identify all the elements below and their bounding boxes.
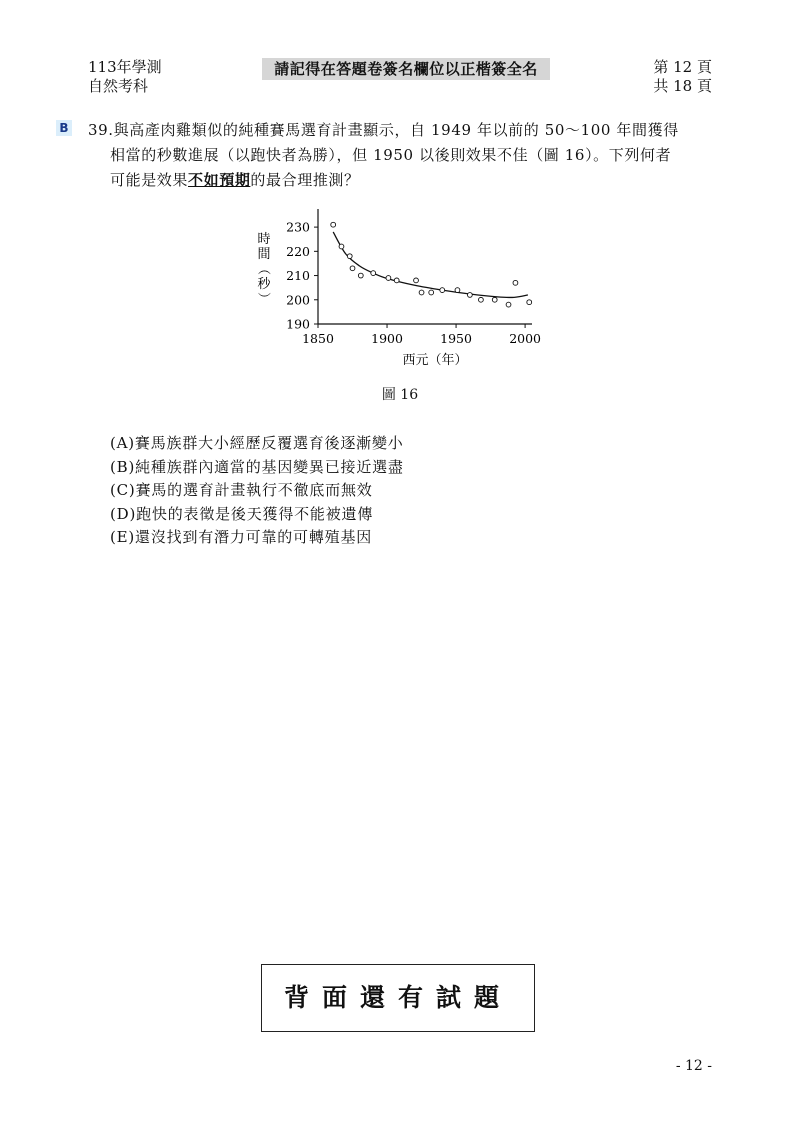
data-point xyxy=(467,293,472,298)
data-point xyxy=(513,280,518,285)
data-point xyxy=(339,244,344,249)
option-d: (D)跑快的表徵是後天獲得不能被遺傳 xyxy=(110,504,374,523)
data-point xyxy=(455,288,460,293)
y-tick-label: 220 xyxy=(286,243,310,259)
total-pages: 共 18 頁 xyxy=(653,77,712,95)
emphasis-text: 不如預期 xyxy=(188,171,251,189)
chart-axes xyxy=(318,209,532,324)
y-label-char: ） xyxy=(255,291,271,306)
header-left xyxy=(88,58,162,96)
data-point xyxy=(527,300,532,305)
back-page-notice: 背面還有試題 xyxy=(261,964,535,1032)
question-line-2: 相當的秒數進展（以跑快者為勝），但 1950 以後則效果不佳（圖 16）。下列何者 xyxy=(110,146,672,164)
data-point xyxy=(429,290,434,295)
x-tick-label: 1900 xyxy=(371,331,403,346)
y-label-char: （ xyxy=(255,261,271,276)
data-point xyxy=(347,254,352,259)
y-tick-label: 230 xyxy=(286,219,310,235)
y-tick-label: 210 xyxy=(286,268,310,284)
question-text-3a: 可能是效果 xyxy=(110,171,189,189)
y-label-char: 間 xyxy=(257,247,271,262)
y-tick-label: 190 xyxy=(286,316,310,332)
question-text-3b: 的最合理推測？ xyxy=(250,171,360,189)
data-point xyxy=(358,273,363,278)
data-point xyxy=(492,297,497,302)
option-e: (E)還沒找到有潛力可靠的可轉殖基因 xyxy=(110,528,373,546)
answer-key-badge: B xyxy=(56,120,72,136)
data-point xyxy=(506,302,511,307)
y-axis-label xyxy=(256,231,272,305)
data-point xyxy=(350,266,355,271)
option-b: (B)純種族群內適當的基因變異已接近選盡 xyxy=(110,457,404,476)
subject-title: 自然考科 xyxy=(88,77,149,95)
question-line-1 xyxy=(88,118,728,143)
data-point xyxy=(331,222,336,227)
trend-curve xyxy=(333,232,528,298)
y-tick-label: 200 xyxy=(286,292,310,308)
page-number: - 12 - xyxy=(675,1058,712,1074)
question-text-1: 與高產肉雞類似的純種賽馬選育計畫顯示，自 1949 年以前的 50～100 年間獲得 xyxy=(113,121,679,139)
exam-title: 113年學測 xyxy=(88,58,162,76)
data-point xyxy=(371,271,376,276)
page-indicator: 第 12 頁 xyxy=(653,58,712,76)
header-right xyxy=(653,58,712,96)
x-tick-label: 1850 xyxy=(302,331,334,346)
answer-options xyxy=(110,432,710,550)
figure-16-chart xyxy=(250,205,550,377)
chart-ticks xyxy=(286,220,541,346)
option-a: (A)賽馬族群大小經歷反覆選育後逐漸變小 xyxy=(110,434,404,452)
x-tick-label: 2000 xyxy=(509,331,542,346)
question-line-3 xyxy=(88,168,728,193)
data-point xyxy=(414,278,419,283)
question-number: 39. xyxy=(88,121,114,139)
y-label-char: 秒 xyxy=(257,277,271,292)
data-point xyxy=(386,276,391,281)
signature-notice: 請記得在答題卷簽名欄位以正楷簽全名 xyxy=(262,58,550,80)
y-label-char: 時 xyxy=(257,232,271,247)
question-39 xyxy=(88,118,728,193)
data-points xyxy=(331,222,532,307)
figure-caption: 圖 16 xyxy=(381,387,419,403)
data-point xyxy=(440,288,445,293)
data-point xyxy=(419,290,424,295)
data-point xyxy=(394,278,399,283)
option-c: (C)賽馬的選育計畫執行不徹底而無效 xyxy=(110,481,373,499)
x-axis-label: 西元（年） xyxy=(402,353,468,368)
data-point xyxy=(479,297,484,302)
x-tick-label: 1950 xyxy=(440,331,472,346)
